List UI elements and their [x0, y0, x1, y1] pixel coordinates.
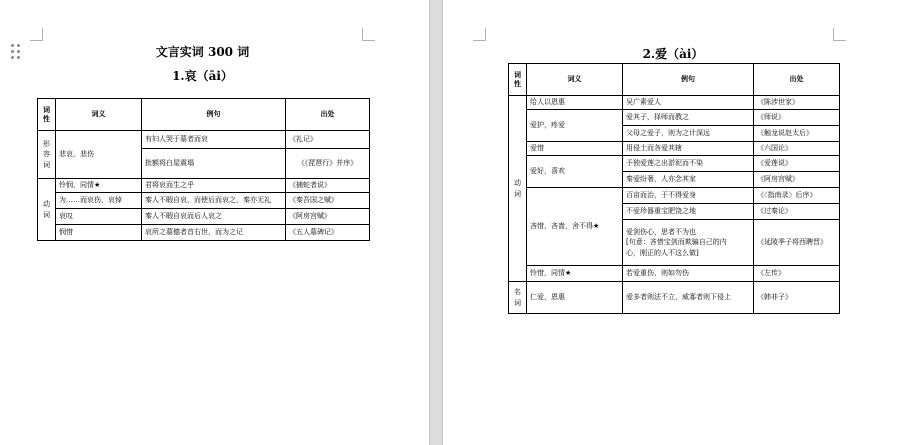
table-row: [509, 142, 840, 156]
document-page-left: [0, 0, 429, 445]
example-cell: 父母之爱子，则为之计深远: [623, 126, 754, 142]
source-cell: 《阿房宫赋》: [754, 172, 840, 188]
entry-heading: 1.哀（āi）: [172, 69, 233, 83]
table-row: [38, 209, 370, 225]
entry-heading: 2.爱（ài）: [642, 47, 704, 61]
table-row: [38, 131, 370, 149]
meaning-cell: 悲哀，悲伤: [56, 131, 142, 179]
vocab-table: [37, 98, 370, 241]
table-header-row: [509, 64, 840, 96]
example-cell: 君将哀而生之乎: [142, 179, 286, 193]
part-of-speech-cell: [509, 282, 527, 314]
example-cell: 爱其子，择师而教之: [623, 110, 754, 126]
meaning-cell: 怜悯，同情★: [56, 179, 142, 193]
drag-handle-icon[interactable]: [11, 44, 21, 60]
example-cell: [623, 220, 754, 266]
meaning-cell: 怜惜，同情★: [527, 266, 623, 282]
table-row: [509, 156, 840, 172]
source-cell: 《阿房宫赋》: [286, 209, 370, 225]
example-line: [句意：吝惜宝剑而欺骗自己的内: [626, 238, 727, 247]
source-cell: 《韩非子》: [754, 282, 840, 314]
source-cell: 《过秦论》: [754, 204, 840, 220]
document-page-right: [443, 0, 901, 445]
column-header: 例句: [623, 64, 754, 96]
meaning-cell: 仁爱，恩惠: [527, 282, 623, 314]
example-cell: 用侵土而各爱其辖: [623, 142, 754, 156]
column-header: 词性: [38, 99, 56, 131]
source-cell: 《礼记》: [286, 131, 370, 149]
page-gutter: [429, 0, 443, 445]
source-cell: 《五人墓碑记》: [286, 225, 370, 241]
example-cell: 哀所之墓德者首右世，而为之记: [142, 225, 286, 241]
margin-corner-mark: [30, 28, 43, 41]
source-cell: 《《琵琶行》并序》: [286, 149, 370, 179]
source-cell: 《秦吾国之赋》: [286, 193, 370, 209]
column-header: 出处: [286, 99, 370, 131]
example-line: 心，刚正的人不这么做]: [626, 248, 699, 257]
table-row: [38, 193, 370, 209]
example-cell: 吴广素爱人: [623, 96, 754, 110]
example-cell: 秦人不暇自哀，而使后而哀之，秦亦无礼: [142, 193, 286, 209]
example-cell: 予独爱莲之出淤泥而不染: [623, 156, 754, 172]
margin-corner-mark: [473, 28, 486, 41]
column-header: 词义: [527, 64, 623, 96]
example-cell: 秦爱纷奢，人亦念其家: [623, 172, 754, 188]
meaning-cell: 悯惜: [56, 225, 142, 241]
part-of-speech: 动词: [43, 200, 50, 219]
part-of-speech: 动词: [514, 179, 521, 198]
document-title: 文言实词 300 词: [155, 45, 250, 59]
meaning-cell: 吝惜，吝啬，舍不得★: [527, 188, 623, 266]
source-cell: 《爱莲说》: [754, 156, 840, 172]
meaning-cell: 爱惜: [527, 142, 623, 156]
vocab-table: [508, 63, 840, 314]
column-header: 词义: [56, 99, 142, 131]
source-cell: 《捕蛇者说》: [286, 179, 370, 193]
table-header-row: [38, 99, 370, 131]
part-of-speech-cell: [38, 179, 56, 241]
meaning-cell: 爱好，喜欢: [527, 156, 623, 188]
table-row: [509, 110, 840, 126]
meaning-cell: 为……而哀伤，哀悼: [56, 193, 142, 209]
table-row: [509, 96, 840, 110]
table-row: [38, 179, 370, 193]
part-of-speech: 形容词: [43, 139, 50, 169]
example-cell: 不爱珍器重宝肥饶之地: [623, 204, 754, 220]
meaning-cell: 哀叹: [56, 209, 142, 225]
source-cell: 《触龙说赵太后》: [754, 126, 840, 142]
part-of-speech-cell: [38, 131, 56, 179]
column-header: 例句: [142, 99, 286, 131]
margin-corner-mark: [833, 28, 846, 41]
source-cell: 《〈指南录〉后序》: [754, 188, 840, 204]
column-header: 词性: [509, 64, 527, 96]
source-cell: 《延陵季子将西聘晋》: [754, 220, 840, 266]
part-of-speech-cell: [509, 96, 527, 282]
source-cell: 《师说》: [754, 110, 840, 126]
source-cell: 《陈涉世家》: [754, 96, 840, 110]
part-of-speech: 名词: [514, 288, 521, 307]
example-cell: 爱多者则法不立，威寡者则下侵上: [623, 282, 754, 314]
table-row: [509, 188, 840, 204]
column-header: 出处: [754, 64, 840, 96]
example-cell: 若爱重伤，则如勿伤: [623, 266, 754, 282]
source-cell: 《六国论》: [754, 142, 840, 156]
example-cell: 批额将白屋震塌: [142, 149, 286, 179]
example-cell: 百亩而治，于不得爱身: [623, 188, 754, 204]
example-line: 爱剑伤心，思者不为也: [626, 228, 696, 237]
example-cell: 有妇人哭于墓者而哀: [142, 131, 286, 149]
table-row: [38, 225, 370, 241]
meaning-cell: 给人以恩惠: [527, 96, 623, 110]
source-cell: 《左传》: [754, 266, 840, 282]
meaning-cell: 爱护，疼爱: [527, 110, 623, 142]
table-row: [509, 266, 840, 282]
example-cell: 秦人不暇自哀而后人哀之: [142, 209, 286, 225]
table-row: [509, 282, 840, 314]
margin-corner-mark: [362, 28, 375, 41]
